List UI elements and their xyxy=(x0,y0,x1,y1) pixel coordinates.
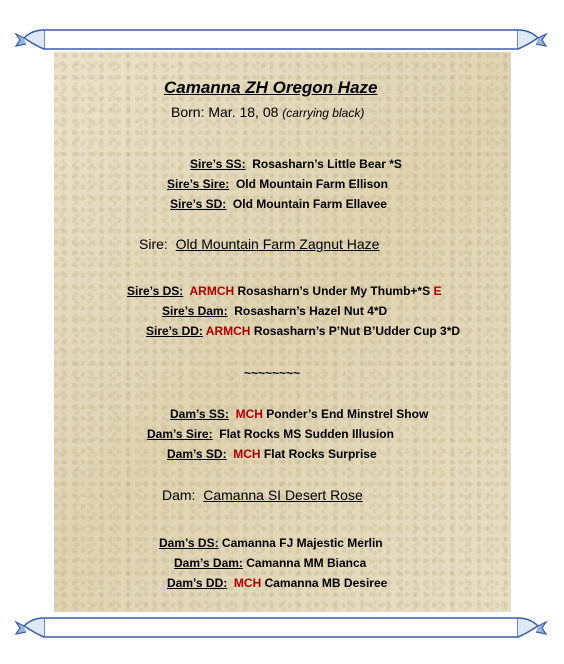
dams-ss-label: Dam’s SS: xyxy=(170,407,229,421)
dam-name: Camanna SI Desert Rose xyxy=(203,487,363,503)
dams-sire-label: Dam’s Sire: xyxy=(147,427,213,441)
dams-sire-row xyxy=(147,427,394,441)
sires-ds-suffix: E xyxy=(433,284,442,298)
sires-sire-label: Sire’s Sire: xyxy=(167,177,230,191)
sires-dd-title: ARMCH xyxy=(205,324,251,338)
dams-ds-label: Dam’s DS: xyxy=(159,536,219,550)
sires-ds-label: Sire’s DS: xyxy=(127,284,184,298)
dams-dam-row xyxy=(174,556,366,570)
sires-dam-label: Sire’s Dam: xyxy=(162,304,228,318)
sires-ds-row xyxy=(127,284,441,298)
dams-dam-label: Dam’s Dam: xyxy=(174,556,243,570)
sire-row xyxy=(139,236,379,252)
sire-name: Old Mountain Farm Zagnut Haze xyxy=(175,236,380,252)
sires-dd-name: Rosasharn’s P’Nut B’Udder Cup 3*D xyxy=(253,324,461,338)
born-note: (carrying black) xyxy=(282,106,365,120)
sires-dam-row xyxy=(162,304,387,318)
sires-ds-title: ARMCH xyxy=(189,284,235,298)
sires-ds-name: Rosasharn’s Under My Thumb+*S xyxy=(237,284,431,298)
sires-sire-row xyxy=(167,177,388,191)
sire-label: Sire: xyxy=(139,236,168,252)
sires-dd-label: Sire’s DD: xyxy=(146,324,203,338)
sires-ss-row xyxy=(190,157,402,171)
dams-ss-row xyxy=(170,407,428,421)
sires-ss-name: Rosasharn’s Little Bear *S xyxy=(252,157,402,171)
dams-sd-label: Dam’s SD: xyxy=(167,447,227,461)
dams-dam-name: Camanna MM Bianca xyxy=(246,556,367,570)
sires-ss-label: Sire’s SS: xyxy=(190,157,246,171)
dams-ss-title: MCH xyxy=(235,407,263,421)
sires-sd-name: Old Mountain Farm Ellavee xyxy=(232,197,387,211)
separator: ~~~~~~~~ xyxy=(244,366,301,380)
born-date xyxy=(171,104,364,120)
sires-dd-row xyxy=(146,324,460,338)
dams-dd-label: Dam’s DD: xyxy=(167,576,228,590)
dams-sd-title: MCH xyxy=(233,447,261,461)
born-label: Born: Mar. 18, 08 xyxy=(171,104,279,120)
sires-dam-name: Rosasharn’s Hazel Nut 4*D xyxy=(234,304,388,318)
dams-sd-name: Flat Rocks Surprise xyxy=(263,447,377,461)
dams-dd-title: MCH xyxy=(233,576,262,590)
sires-sire-name: Old Mountain Farm Ellison xyxy=(235,177,388,191)
dams-ss-name: Ponder’s End Minstrel Show xyxy=(266,407,429,421)
dams-sire-name: Flat Rocks MS Sudden Illusion xyxy=(219,427,394,441)
scroll-banner-top xyxy=(14,26,548,54)
dams-dd-row xyxy=(167,576,387,590)
page-title: Camanna ZH Oregon Haze xyxy=(164,78,378,97)
sires-sd-row xyxy=(170,197,387,211)
dams-ds-row xyxy=(159,536,383,550)
sires-sd-label: Sire’s SD: xyxy=(170,197,227,211)
dams-dd-name: Camanna MB Desiree xyxy=(264,576,388,590)
dams-sd-row xyxy=(167,447,377,461)
dams-ds-name: Camanna FJ Majestic Merlin xyxy=(221,536,383,550)
dam-label: Dam: xyxy=(162,487,196,503)
dam-row xyxy=(162,487,363,503)
scroll-banner-bottom xyxy=(14,614,548,642)
